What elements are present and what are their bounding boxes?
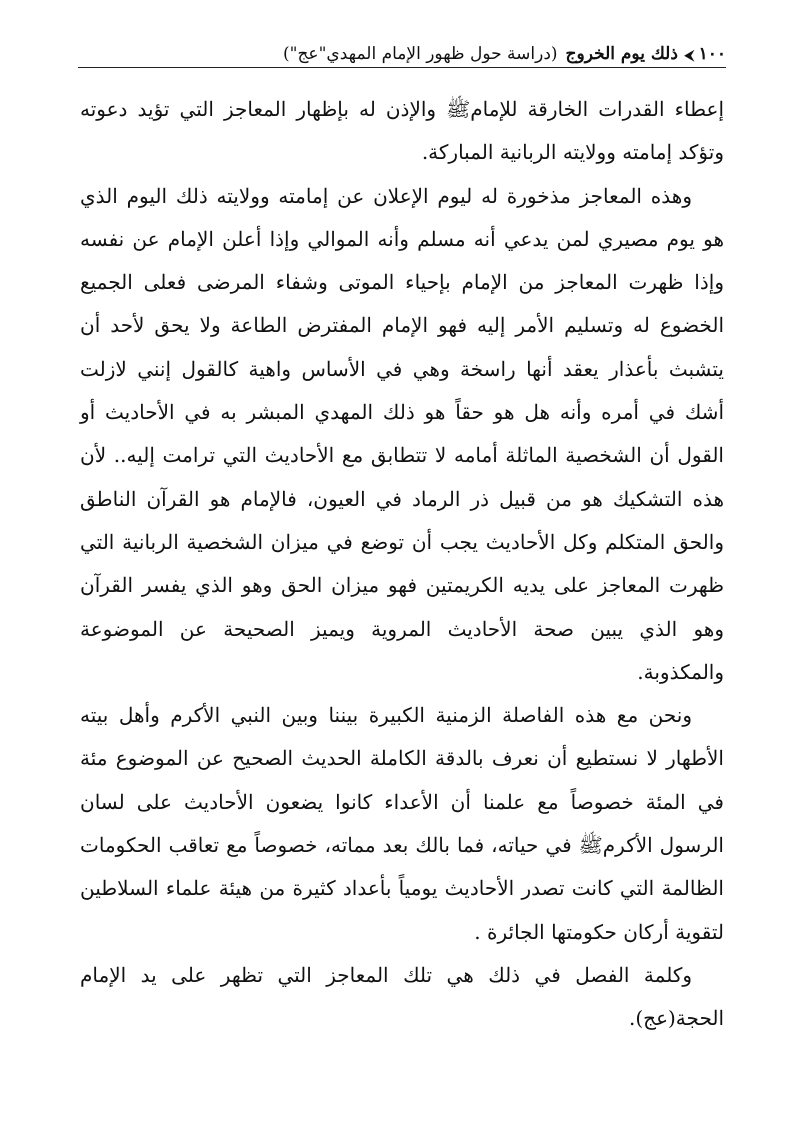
book-subtitle: (دراسة حول ظهور الإمام المهدي"عج") (283, 44, 558, 64)
paragraph-4: وكلمة الفصل في ذلك هي تلك المعاجز التي تظهر على يد الإمام الحجة(عج). (80, 962, 724, 1031)
paragraph-2: وهذه المعاجز مذخورة له ليوم الإعلان عن إمامته وولايته ذلك اليوم الذي هو يوم مصيري لمن يدعي أنه مسلم وأنه الموالي وإذا أعلن الإمام عن نفسه وإذا ظهرت المعاجز من الإمام بإحياء الموتى وشفاء المرضى فعلى الجميع الخضوع له وتسليم الأمر إليه فهو الإمام المفترض الطاعة ولا يحق لأحد أن يتشبث بأعذار يعقد أنها راسخة وهي في الأساس واهية كالقول إنني لازلت أشك في أمره وأنه هل هو حقاً هو ذلك المهدي المبشر به في الأحاديث أو القول أن الشخصية الماثلة أمامه لا تتطابق مع الأحاديث التي ترامت إليه.. لأن هذه التشكيك هو من قبيل ذر الرماد في العيون، فالإمام هو القرآن الناطق والحق المتكلم وكل الأحاديث يجب أن توضع في ميزان الشخصية الربانية التي ظهرت المعاجز على يديه الكريمتين فهو ميزان الحق وهو الذي يفسر القرآن وهو الذي يبين صحة الأحاديث المروية ويميز الصحيحة عن الموضوعة والمكذوبة. (80, 183, 724, 684)
paragraph-3: ونحن مع هذه الفاصلة الزمنية الكبيرة بيننا وبين النبي الأكرم وأهل بيته الأطهار لا نستطيع أن نعرف بالدقة الكاملة الحديث الصحيح عن الموضوع مئة في المئة خصوصاً مع علمنا أن الأعداء كانوا يضعون الأحاديث على لسان الرسول الأكرمﷺ في حياته، فما بالك بعد مماته، خصوصاً مع تعاقب الحكومات الظالمة التي كانت تصدر الأحاديث يومياً بأعداد كثيرة من هيئة علماء السلاطين لتقوية أركان حكومتها الجائرة . (80, 703, 724, 944)
book-title: ذلك يوم الخروج (565, 44, 678, 64)
body-text (80, 88, 724, 1041)
arrow-left-icon: ⮜ (683, 46, 695, 64)
paragraph-1: إعطاء القدرات الخارقة للإمامﷺ والإذن له بإظهار المعاجز التي تؤيد دعوته وتؤكد إمامته وولايته الربانية المباركة. (80, 97, 724, 165)
page-number: ١٠٠ (698, 44, 726, 64)
page-header (78, 30, 726, 64)
header-divider (78, 67, 726, 68)
